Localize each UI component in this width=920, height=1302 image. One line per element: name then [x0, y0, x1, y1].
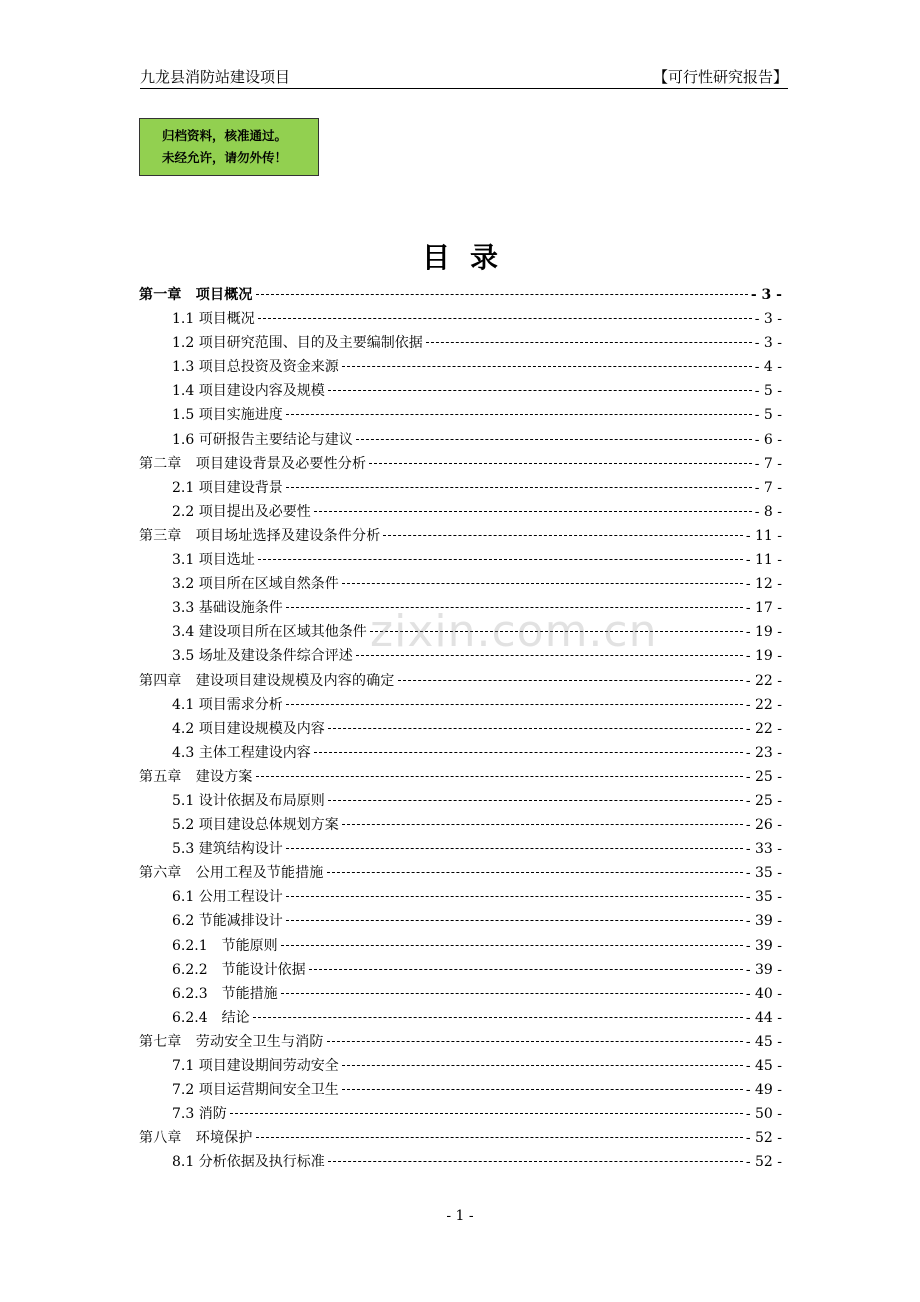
- toc-entry-label: 3.3 基础设施条件: [172, 600, 283, 617]
- toc-entry-label: 3.5 场址及建设条件综合评述: [172, 648, 353, 665]
- toc-leader-dots: [286, 414, 752, 415]
- toc-leader-dots: [369, 463, 752, 464]
- toc-entry-label: 7.3 消防: [172, 1106, 227, 1123]
- toc-leader-dots: [253, 1017, 743, 1018]
- toc-entry-page: - 35 -: [745, 865, 782, 882]
- toc-entry-section[interactable]: [139, 1078, 782, 1102]
- toc-entry-label: 3.2 项目所在区域自然条件: [172, 576, 339, 593]
- toc-entry-chapter[interactable]: [139, 452, 782, 476]
- toc-entry-label: 3.1 项目选址: [172, 552, 255, 569]
- toc-entry-section[interactable]: [139, 885, 782, 909]
- toc-entry-section[interactable]: [139, 428, 782, 452]
- toc-entry-label: 6.2.2 节能设计依据: [172, 961, 306, 978]
- toc-leader-dots: [327, 1041, 743, 1042]
- toc-entry-chapter[interactable]: [139, 765, 782, 789]
- toc-leader-dots: [286, 704, 743, 705]
- toc-leader-dots: [314, 511, 752, 512]
- toc-entry-page: - 23 -: [745, 744, 782, 761]
- toc-entry-label: 第六章 公用工程及节能措施: [139, 865, 324, 882]
- toc-leader-dots: [230, 1113, 743, 1114]
- toc-entry-section[interactable]: [139, 837, 782, 861]
- toc-leader-dots: [286, 920, 743, 921]
- toc-leader-dots: [327, 872, 743, 873]
- toc-leader-dots: [256, 776, 743, 777]
- toc-leader-dots: [314, 752, 743, 753]
- toc-entry-chapter[interactable]: [139, 524, 782, 548]
- toc-entry-label: 4.3 主体工程建设内容: [172, 744, 311, 761]
- toc-entry-page: - 44 -: [745, 1009, 782, 1026]
- toc-leader-dots: [328, 728, 743, 729]
- toc-entry-label: 第七章 劳动安全卫生与消防: [139, 1033, 324, 1050]
- toc-leader-dots: [328, 800, 743, 801]
- toc-leader-dots: [256, 1137, 743, 1138]
- toc-entry-section[interactable]: [139, 958, 782, 982]
- toc-entry-label: 1.4 项目建设内容及规模: [172, 383, 325, 400]
- toc-entry-label: 1.5 项目实施进度: [172, 407, 283, 424]
- toc-leader-dots: [426, 342, 752, 343]
- toc-entry-label: 7.2 项目运营期间安全卫生: [172, 1082, 339, 1099]
- page-number: - 1 -: [446, 1208, 474, 1224]
- toc-entry-page: - 4 -: [754, 359, 782, 376]
- toc-entry-section[interactable]: [139, 572, 782, 596]
- toc-entry-label: 6.2.3 节能措施: [172, 985, 278, 1002]
- toc-entry-chapter[interactable]: [139, 669, 782, 693]
- toc-entry-page: - 11 -: [745, 527, 782, 544]
- toc-entry-label: 1.6 可研报告主要结论与建议: [172, 431, 353, 448]
- toc-entry-section[interactable]: [139, 1054, 782, 1078]
- toc-entry-section[interactable]: [139, 909, 782, 933]
- toc-entry-label: 6.2 节能减排设计: [172, 913, 283, 930]
- toc-entry-page: - 45 -: [745, 1033, 782, 1050]
- toc-entry-section[interactable]: [139, 813, 782, 837]
- toc-entry-label: 第五章 建设方案: [139, 768, 253, 785]
- toc-entry-section[interactable]: [139, 693, 782, 717]
- toc-entry-chapter[interactable]: [139, 1030, 782, 1054]
- toc-entry-section[interactable]: [139, 500, 782, 524]
- toc-entry-page: - 25 -: [745, 792, 782, 809]
- toc-entry-label: 5.1 设计依据及布局原则: [172, 792, 325, 809]
- header-report-type: 【可行性研究报告】: [652, 68, 788, 86]
- toc-entry-section[interactable]: [139, 307, 782, 331]
- toc-entry-label: 6.2.1 节能原则: [172, 937, 278, 954]
- toc-entry-label: 1.2 项目研究范围、目的及主要编制依据: [172, 335, 423, 352]
- toc-entry-page: - 22 -: [745, 720, 782, 737]
- toc-leader-dots: [328, 1161, 743, 1162]
- toc-entry-label: 2.1 项目建设背景: [172, 479, 283, 496]
- toc-leader-dots: [383, 535, 742, 536]
- toc-leader-dots: [286, 848, 743, 849]
- toc-entry-page: - 35 -: [745, 889, 782, 906]
- toc-entry-page: - 52 -: [745, 1130, 782, 1147]
- toc-entry-section[interactable]: [139, 548, 782, 572]
- toc-entry-page: - 17 -: [745, 600, 782, 617]
- toc-entry-page: - 19 -: [745, 624, 782, 641]
- toc-entry-page: - 25 -: [745, 768, 782, 785]
- toc-entry-page: - 6 -: [754, 431, 782, 448]
- archive-stamp: [139, 118, 319, 176]
- toc-entry-page: - 22 -: [745, 672, 782, 689]
- header-project-title: 九龙县消防站建设项目: [140, 68, 291, 86]
- toc-entry-page: - 52 -: [745, 1154, 782, 1171]
- stamp-line-1: 归档资料，核准通过。: [162, 128, 288, 143]
- toc-entry-label: 第四章 建设项目建设规模及内容的确定: [139, 672, 395, 689]
- toc-leader-dots: [281, 945, 743, 946]
- toc-entry-page: - 49 -: [745, 1082, 782, 1099]
- toc-entry-page: - 3 -: [754, 335, 782, 352]
- table-of-contents: [139, 283, 782, 1174]
- toc-entry-label: 第八章 环境保护: [139, 1130, 253, 1147]
- toc-entry-chapter[interactable]: [139, 1126, 782, 1150]
- toc-entry-section[interactable]: [139, 982, 782, 1006]
- toc-leader-dots: [286, 487, 752, 488]
- toc-entry-page: - 50 -: [745, 1106, 782, 1123]
- toc-leader-dots: [342, 1089, 743, 1090]
- toc-leader-dots: [342, 366, 752, 367]
- page-header: [140, 66, 788, 89]
- toc-entry-page: - 45 -: [745, 1058, 782, 1074]
- toc-leader-dots: [281, 993, 743, 994]
- toc-entry-page: - 11 -: [745, 552, 782, 569]
- toc-entry-page: - 19 -: [745, 648, 782, 665]
- toc-entry-section[interactable]: [139, 934, 782, 958]
- toc-entry-page: - 5 -: [754, 407, 782, 424]
- toc-entry-label: 1.1 项目概况: [172, 311, 255, 328]
- toc-entry-section[interactable]: [139, 403, 782, 427]
- toc-entry-page: - 33 -: [745, 841, 782, 858]
- toc-entry-page: - 22 -: [745, 696, 782, 713]
- toc-entry-section[interactable]: [139, 355, 782, 379]
- watermark: zixin.com.cn: [370, 606, 658, 657]
- toc-leader-dots: [309, 969, 743, 970]
- toc-leader-dots: [286, 896, 743, 897]
- toc-entry-label: 5.3 建筑结构设计: [172, 841, 283, 858]
- toc-entry-section[interactable]: [139, 476, 782, 500]
- toc-entry-section[interactable]: [139, 331, 782, 355]
- toc-entry-label: 2.2 项目提出及必要性: [172, 503, 311, 520]
- toc-entry-label: 1.3 项目总投资及资金来源: [172, 359, 339, 376]
- toc-entry-chapter[interactable]: [139, 861, 782, 885]
- toc-entry-section[interactable]: [139, 379, 782, 403]
- toc-entry-label: 7.1 项目建设期间劳动安全: [172, 1058, 339, 1074]
- toc-entry-page: - 7 -: [754, 455, 782, 472]
- toc-entry-section[interactable]: [139, 741, 782, 765]
- toc-entry-page: - 12 -: [745, 576, 782, 593]
- toc-entry-label: 第二章 项目建设背景及必要性分析: [139, 455, 367, 472]
- toc-leader-dots: [258, 559, 743, 560]
- toc-entry-label: 4.2 项目建设规模及内容: [172, 720, 325, 737]
- toc-leader-dots: [342, 824, 743, 825]
- toc-entry-page: - 7 -: [754, 479, 782, 496]
- toc-entry-label: 5.2 项目建设总体规划方案: [172, 817, 339, 834]
- toc-entry-section[interactable]: [139, 1102, 782, 1126]
- toc-entry-page: - 39 -: [745, 937, 782, 954]
- toc-entry-label: 第三章 项目场址选择及建设条件分析: [139, 527, 381, 544]
- toc-entry-page: - 39 -: [745, 961, 782, 978]
- toc-entry-label: 第一章 项目概况: [139, 287, 253, 303]
- toc-entry-section[interactable]: [139, 717, 782, 741]
- toc-entry-chapter[interactable]: [139, 283, 782, 307]
- toc-entry-section[interactable]: [139, 1150, 782, 1174]
- toc-leader-dots: [256, 294, 748, 295]
- toc-entry-label: 6.1 公用工程设计: [172, 889, 283, 906]
- toc-entry-page: - 8 -: [754, 503, 782, 520]
- toc-entry-page: - 39 -: [745, 913, 782, 930]
- toc-entry-page: - 26 -: [745, 817, 782, 834]
- toc-entry-page: - 5 -: [754, 383, 782, 400]
- toc-entry-label: 8.1 分析依据及执行标准: [172, 1154, 325, 1171]
- toc-entry-page: - 3 -: [750, 287, 782, 303]
- toc-entry-page: - 3 -: [754, 311, 782, 328]
- toc-entry-section[interactable]: [139, 789, 782, 813]
- toc-leader-dots: [356, 439, 752, 440]
- stamp-line-2: 未经允许，请勿外传！: [162, 150, 288, 165]
- toc-leader-dots: [398, 680, 743, 681]
- toc-leader-dots: [328, 390, 752, 391]
- toc-entry-section[interactable]: [139, 1006, 782, 1030]
- toc-entry-page: - 40 -: [745, 985, 782, 1002]
- toc-entry-label: 6.2.4 结论: [172, 1009, 250, 1026]
- toc-leader-dots: [342, 1065, 743, 1066]
- toc-leader-dots: [342, 583, 743, 584]
- toc-entry-label: 4.1 项目需求分析: [172, 696, 283, 713]
- toc-leader-dots: [258, 318, 752, 319]
- toc-entry-label: 3.4 建设项目所在区域其他条件: [172, 624, 367, 641]
- toc-title: 目录: [421, 241, 518, 274]
